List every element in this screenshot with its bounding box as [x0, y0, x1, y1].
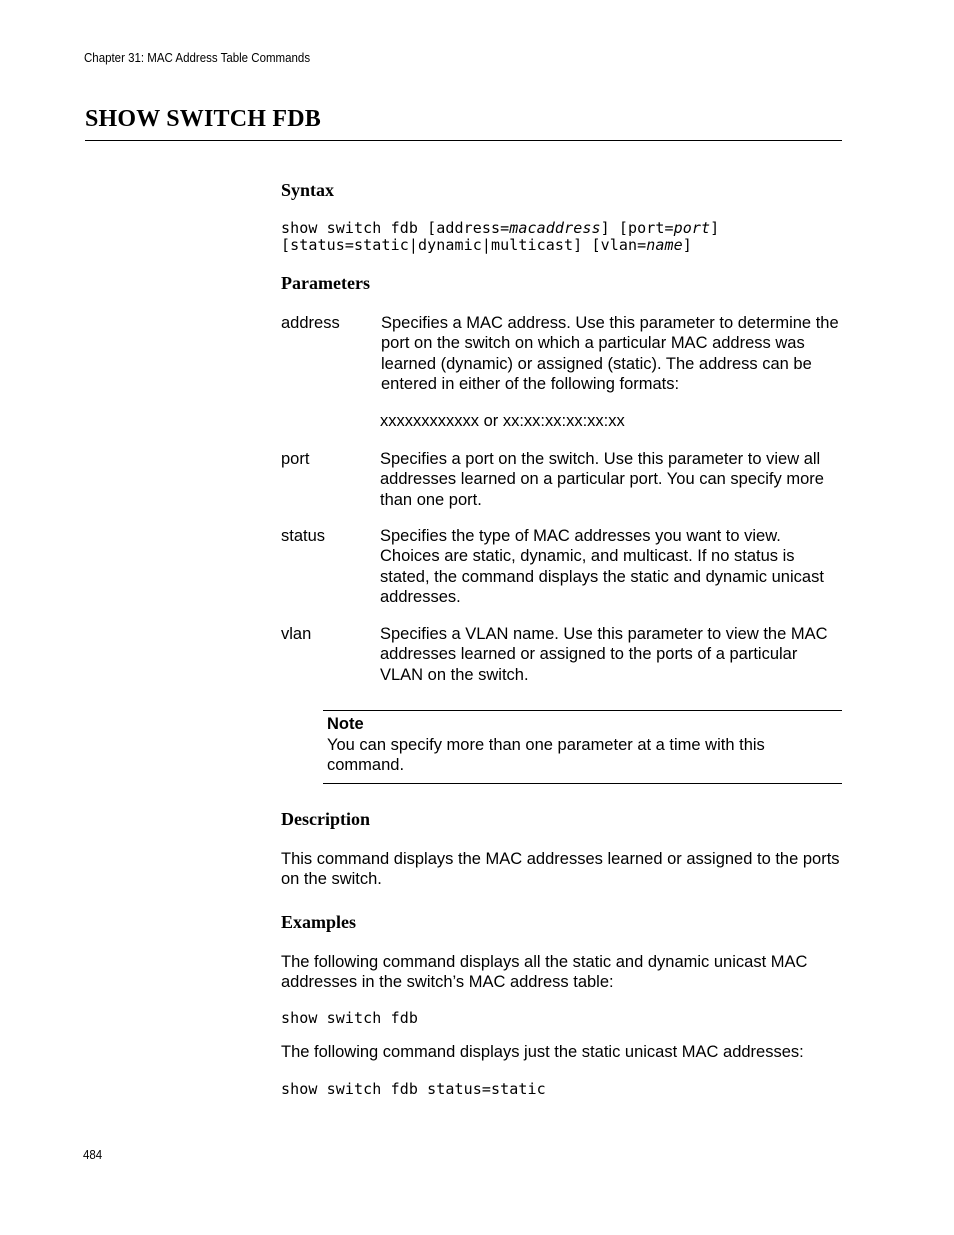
- page-number: 484: [83, 1148, 103, 1162]
- param-format-address: xxxxxxxxxxxx or xx:xx:xx:xx:xx:xx: [380, 412, 625, 430]
- param-name-port: port: [281, 450, 310, 468]
- param-desc-port: Specifies a port on the switch. Use this parameter to view all addresses learned on a particular port. You can specify more than one port.: [380, 450, 824, 509]
- example2-intro: The following command displays just the static unicast MAC addresses:: [281, 1043, 804, 1061]
- param-name-address: address: [281, 314, 340, 332]
- example1-code: show switch fdb: [281, 1009, 418, 1027]
- note-box: [323, 710, 842, 784]
- syntax-code: [281, 220, 719, 254]
- param-desc-address: Specifies a MAC address. Use this parameter to determine the port on the switch on which a particular MAC address was learned (dynamic) or assigned (static). The address can be entered in either of the following formats:: [381, 314, 839, 393]
- description-text: This command displays the MAC addresses learned or assigned to the ports on the switch.: [281, 850, 840, 889]
- title-rule: [85, 140, 842, 141]
- syntax-line2-a: [status=static|dynamic|multicast] [vlan=: [281, 236, 647, 254]
- running-header: Chapter 31: MAC Address Table Commands: [84, 51, 311, 65]
- param-name-status: status: [281, 527, 326, 545]
- syntax-line1-c: ] [port=: [600, 219, 674, 237]
- syntax-line2-c: ]: [682, 236, 692, 254]
- syntax-line1-d: port: [673, 219, 711, 237]
- example1-intro: The following command displays all the static and dynamic unicast MAC addresses in the switch’s MAC address table:: [281, 953, 808, 992]
- syntax-line2-b: name: [646, 236, 683, 254]
- example2-code: show switch fdb status=static: [281, 1080, 546, 1098]
- parameters-heading: Parameters: [281, 273, 370, 293]
- page-title: SHOW SWITCH FDB: [85, 106, 321, 132]
- description-heading: Description: [281, 809, 370, 829]
- examples-heading: Examples: [281, 912, 357, 932]
- note-text: You can specify more than one parameter at a time with this command.: [327, 736, 765, 775]
- syntax-line1-a: show switch fdb [address=: [281, 219, 510, 237]
- syntax-line1-b: macaddress: [509, 219, 601, 237]
- param-desc-status: Specifies the type of MAC addresses you want to view. Choices are static, dynamic, and multicast. If no status is stated, the command displays the static and dynamic unicast addresses.: [380, 527, 824, 606]
- syntax-line1-e: ]: [710, 219, 720, 237]
- syntax-heading: Syntax: [281, 180, 335, 200]
- note-label: Note: [327, 715, 364, 733]
- param-name-vlan: vlan: [281, 625, 312, 643]
- param-desc-vlan: Specifies a VLAN name. Use this parameter to view the MAC addresses learned or assigned to the ports of a particular VLAN on the switch.: [380, 625, 828, 684]
